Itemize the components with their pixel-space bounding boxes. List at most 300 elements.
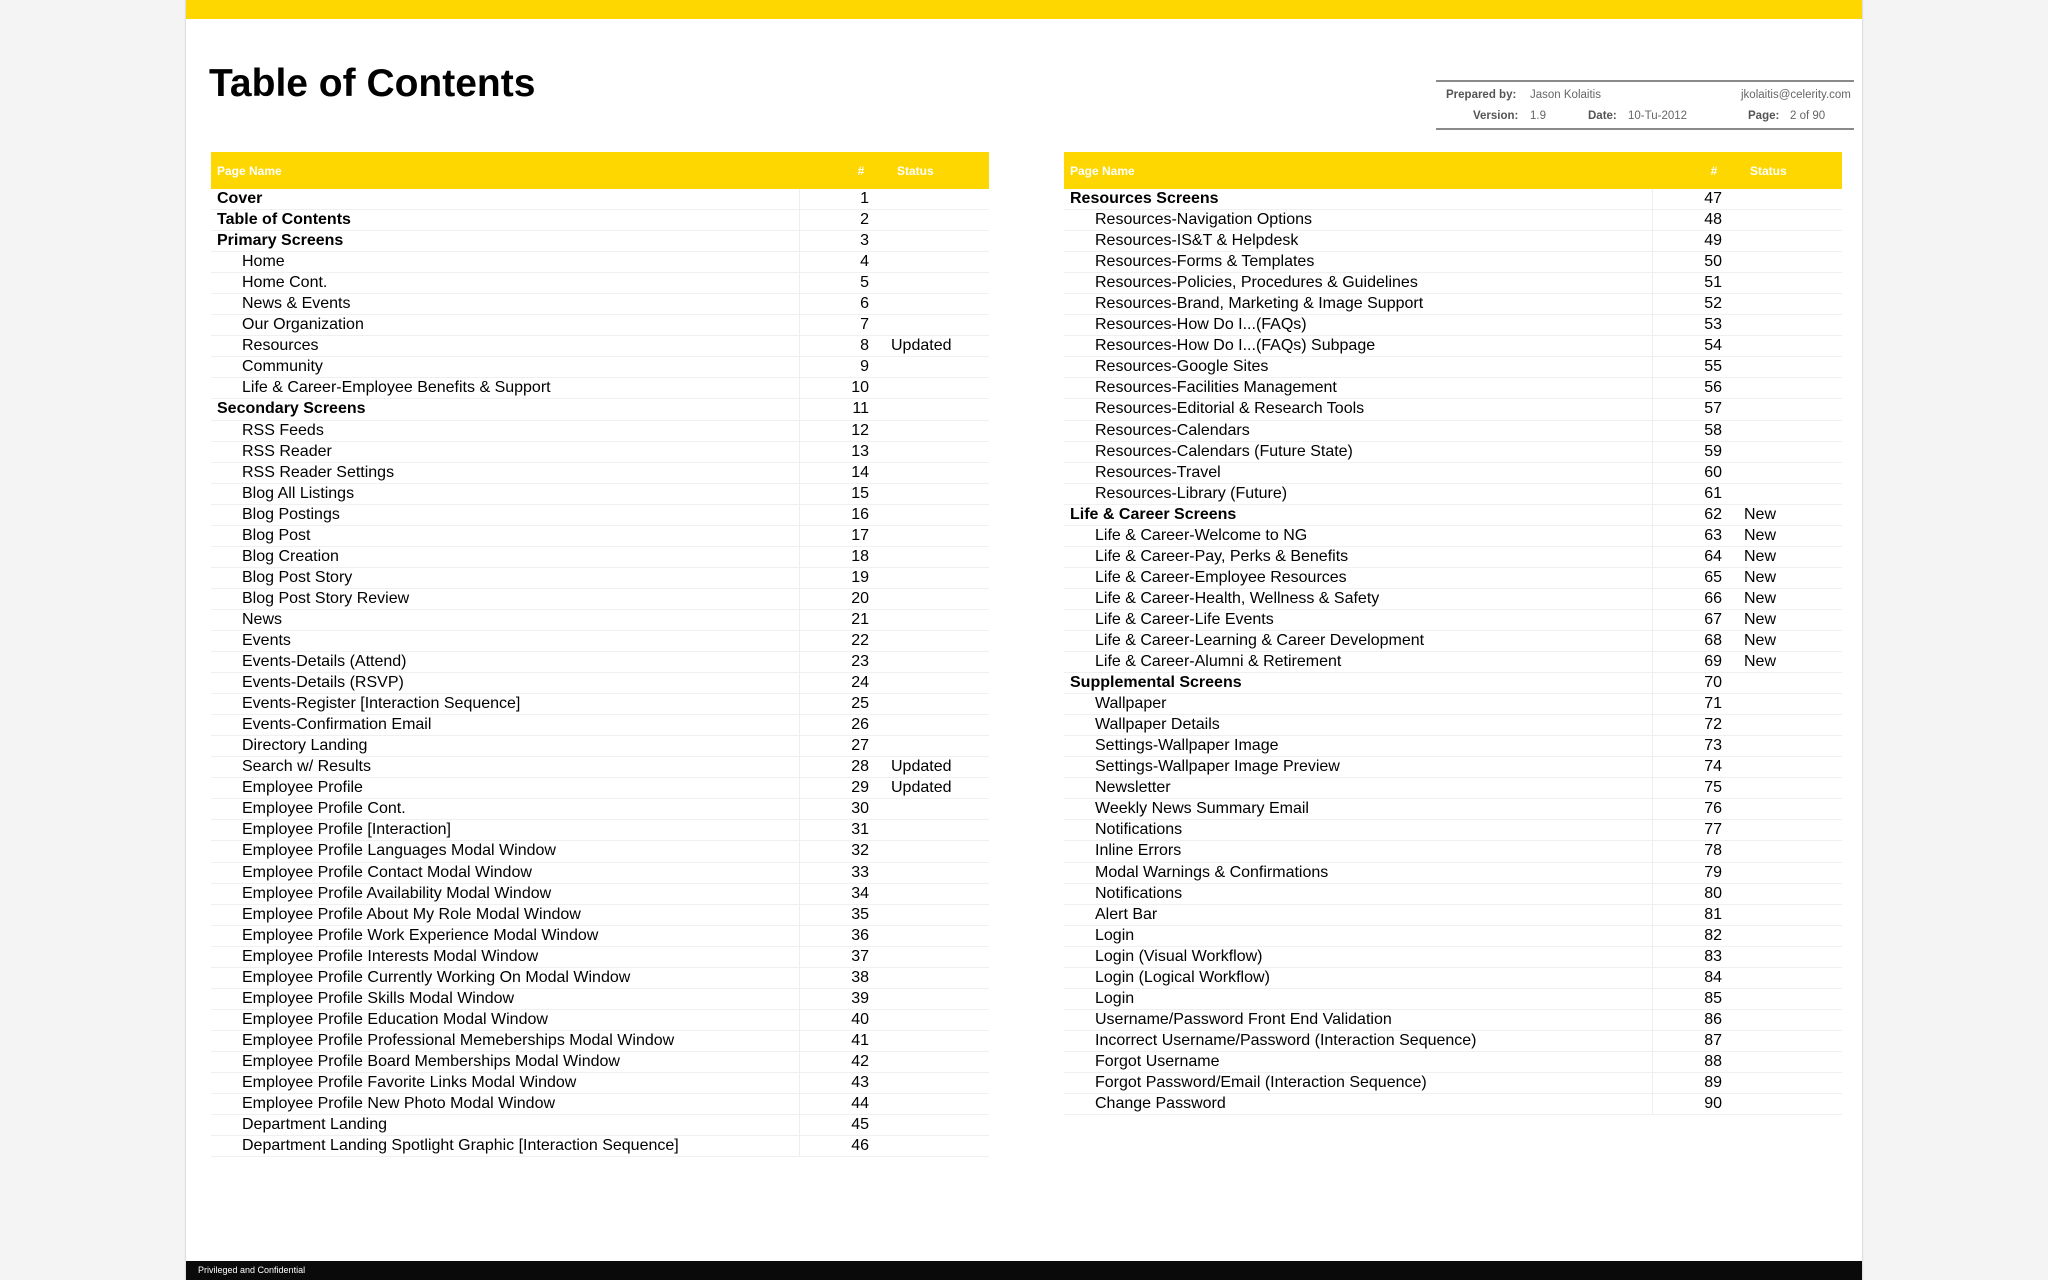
row-page-number: 38	[851, 968, 869, 986]
row-page-name: Employee Profile Availability Modal Window	[242, 884, 552, 902]
row-page-number: 56	[1704, 379, 1722, 397]
row-page-number: 3	[860, 232, 869, 250]
row-page-number: 19	[851, 568, 869, 586]
row-page-name: Blog Post Story	[242, 568, 353, 586]
row-page-number: 90	[1704, 1095, 1722, 1113]
toc-row	[211, 357, 989, 378]
row-page-number: 78	[1704, 842, 1722, 860]
row-page-number: 10	[851, 379, 869, 397]
date-value: 10-Tu-2012	[1628, 110, 1688, 122]
table-header	[211, 152, 989, 189]
row-page-name: RSS Feeds	[242, 421, 324, 439]
toc-row	[1064, 694, 1842, 715]
row-page-name: Blog All Listings	[242, 484, 355, 502]
row-page-name: Employee Profile Work Experience Modal Window	[242, 926, 599, 944]
row-page-name: Login (Logical Workflow)	[1095, 968, 1270, 986]
row-page-number: 11	[852, 400, 869, 418]
row-page-name: News & Events	[242, 295, 351, 313]
row-page-name: Blog Creation	[242, 547, 339, 565]
row-page-name: Life & Career-Learning & Career Development	[1095, 631, 1425, 649]
row-page-number: 76	[1704, 800, 1722, 818]
row-page-number: 34	[851, 884, 869, 902]
document-page	[186, 0, 1862, 1280]
row-page-name: Cover	[217, 190, 263, 207]
row-page-name: RSS Reader Settings	[242, 463, 395, 481]
row-page-number: 66	[1704, 589, 1722, 607]
row-page-name: Employee Profile [Interaction]	[242, 821, 451, 839]
row-page-name: Events-Confirmation Email	[242, 716, 432, 734]
toc-row	[211, 463, 989, 484]
row-page-name: Life & Career-Employee Benefits & Support	[242, 379, 551, 397]
toc-row	[211, 1031, 989, 1052]
row-page-number: 86	[1704, 1010, 1722, 1028]
row-page-number: 72	[1704, 716, 1722, 734]
row-page-name: Resources-Policies, Procedures & Guidelines	[1095, 274, 1418, 292]
row-page-name: Resources-Navigation Options	[1095, 211, 1312, 229]
row-page-number: 63	[1704, 526, 1722, 544]
table-body	[1064, 189, 1842, 1115]
row-page-name: Resources-How Do I...(FAQs)	[1095, 316, 1307, 334]
toc-row	[1064, 526, 1842, 547]
row-page-number: 41	[851, 1031, 869, 1049]
row-page-name: Employee Profile Currently Working On Modal Window	[242, 968, 631, 986]
date-label: Date:	[1588, 110, 1617, 122]
header-number: #	[857, 164, 865, 178]
toc-row	[211, 505, 989, 526]
row-page-number: 57	[1704, 400, 1722, 418]
row-page-number: 23	[851, 653, 869, 671]
toc-row	[211, 378, 989, 399]
toc-row	[211, 1052, 989, 1073]
row-page-number: 6	[860, 295, 869, 313]
toc-row	[1064, 778, 1842, 799]
row-page-number: 28	[851, 758, 869, 776]
row-page-number: 27	[851, 737, 869, 755]
toc-row	[1064, 378, 1842, 399]
row-page-number: 50	[1704, 253, 1722, 271]
toc-row	[1064, 484, 1842, 505]
row-page-number: 70	[1704, 674, 1722, 692]
row-page-number: 64	[1704, 547, 1722, 565]
row-page-number: 25	[851, 695, 869, 713]
table-header	[1064, 152, 1842, 189]
row-page-number: 44	[851, 1095, 869, 1113]
footer-bar	[186, 1261, 1862, 1280]
row-page-name: Settings-Wallpaper Image Preview	[1095, 758, 1340, 776]
top-accent-bar	[186, 0, 1862, 19]
row-page-name: Employee Profile Professional Memeberships Modal Window	[242, 1031, 675, 1049]
row-page-name: Home Cont.	[242, 274, 328, 292]
row-page-name: Resources-How Do I...(FAQs) Subpage	[1095, 337, 1376, 355]
row-page-number: 46	[851, 1137, 869, 1155]
toc-row	[1064, 989, 1842, 1010]
row-page-number: 52	[1704, 295, 1722, 313]
email-value: jkolaitis@celerity.com	[1741, 89, 1851, 101]
toc-row	[1064, 315, 1842, 336]
row-page-number: 68	[1704, 631, 1722, 649]
row-page-number: 48	[1704, 211, 1722, 229]
prepared-by-value: Jason Kolaitis	[1530, 89, 1601, 101]
row-page-name: Employee Profile Cont.	[242, 800, 406, 818]
row-page-number: 4	[860, 253, 869, 271]
row-page-name: Wallpaper Details	[1095, 716, 1220, 734]
toc-row	[1064, 968, 1842, 989]
row-page-number: 85	[1704, 989, 1722, 1007]
row-page-number: 81	[1704, 905, 1722, 923]
toc-row	[1064, 715, 1842, 736]
toc-row	[211, 841, 989, 862]
row-page-name: Resources Screens	[1070, 190, 1219, 207]
row-page-name: Employee Profile	[242, 779, 363, 797]
header-number: #	[1710, 164, 1718, 178]
toc-row	[1064, 799, 1842, 820]
toc-row	[211, 884, 989, 905]
row-page-number: 13	[851, 442, 869, 460]
row-page-number: 29	[851, 779, 869, 797]
row-page-name: Modal Warnings & Confirmations	[1095, 863, 1329, 881]
footer-confidential-text: Privileged and Confidential	[198, 1265, 306, 1275]
row-page-number: 12	[851, 421, 869, 439]
row-page-number: 42	[851, 1052, 869, 1070]
row-page-name: Table of Contents	[217, 211, 351, 229]
row-page-name: Life & Career-Welcome to NG	[1095, 526, 1308, 544]
row-status: New	[1744, 568, 1777, 586]
toc-row	[1064, 841, 1842, 862]
toc-section-row	[211, 189, 989, 210]
toc-row	[1064, 294, 1842, 315]
toc-row	[1064, 652, 1842, 673]
row-page-name: Employee Profile Skills Modal Window	[242, 989, 515, 1007]
row-page-number: 36	[851, 926, 869, 944]
row-page-number: 55	[1704, 358, 1722, 376]
row-page-number: 9	[860, 358, 869, 376]
toc-row	[211, 820, 989, 841]
row-page-number: 67	[1704, 610, 1722, 628]
row-status: New	[1744, 547, 1777, 565]
row-page-number: 74	[1704, 758, 1722, 776]
toc-row	[211, 926, 989, 947]
row-page-name: Blog Post	[242, 526, 311, 544]
row-page-name: Employee Profile Education Modal Window	[242, 1010, 548, 1028]
toc-row	[1064, 357, 1842, 378]
toc-section-row	[211, 399, 989, 420]
row-page-name: Resources-Library (Future)	[1095, 484, 1288, 502]
row-page-name: Login	[1095, 989, 1135, 1007]
row-page-number: 87	[1704, 1031, 1722, 1049]
row-page-name: Resources-Facilities Management	[1095, 379, 1337, 397]
toc-row	[1064, 589, 1842, 610]
toc-row	[1064, 863, 1842, 884]
toc-row	[211, 273, 989, 294]
toc-row	[1064, 336, 1842, 357]
row-page-name: Employee Profile Languages Modal Window	[242, 842, 556, 860]
toc-row	[211, 442, 989, 463]
toc-row	[211, 863, 989, 884]
toc-row	[211, 484, 989, 505]
toc-table-left	[211, 152, 989, 1157]
toc-row	[1064, 820, 1842, 841]
row-page-name: Weekly News Summary Email	[1095, 800, 1309, 818]
toc-row	[1064, 231, 1842, 252]
row-status: New	[1744, 631, 1777, 649]
row-page-name: Primary Screens	[217, 232, 344, 250]
toc-row	[1064, 1010, 1842, 1031]
row-page-number: 84	[1704, 968, 1722, 986]
row-page-number: 7	[860, 316, 869, 334]
toc-row	[1064, 757, 1842, 778]
row-page-name: News	[242, 610, 283, 628]
row-page-name: Resources-Calendars (Future State)	[1095, 442, 1353, 460]
version-label: Version:	[1473, 110, 1519, 122]
row-page-name: Resources-Calendars	[1095, 421, 1250, 439]
row-page-name: Community	[242, 358, 323, 376]
row-page-name: Employee Profile Contact Modal Window	[242, 863, 532, 881]
row-page-name: Department Landing Spotlight Graphic [Interaction Sequence]	[242, 1137, 679, 1155]
row-page-number: 58	[1704, 421, 1722, 439]
row-page-name: Events	[242, 631, 291, 649]
row-page-number: 75	[1704, 779, 1722, 797]
row-page-name: Supplemental Screens	[1070, 674, 1242, 692]
toc-row	[211, 1010, 989, 1031]
row-page-name: Notifications	[1095, 884, 1183, 902]
row-page-name: Username/Password Front End Validation	[1095, 1010, 1392, 1028]
row-page-name: Life & Career Screens	[1070, 505, 1237, 523]
row-page-number: 30	[851, 800, 869, 818]
page-label: Page:	[1748, 110, 1780, 122]
row-page-name: Resources-Travel	[1095, 463, 1221, 481]
row-page-name: Resources-IS&T & Helpdesk	[1095, 232, 1299, 250]
row-page-name: Newsletter	[1095, 779, 1171, 797]
toc-row	[211, 799, 989, 820]
header-page-name: Page Name	[1070, 164, 1135, 178]
row-page-name: Resources-Editorial & Research Tools	[1095, 400, 1365, 418]
row-page-number: 60	[1704, 463, 1722, 481]
row-status: Updated	[891, 758, 952, 776]
toc-row	[1064, 905, 1842, 926]
row-page-name: Life & Career-Employee Resources	[1095, 568, 1347, 586]
row-status: Updated	[891, 779, 952, 797]
row-page-number: 21	[851, 610, 869, 628]
row-page-number: 82	[1704, 926, 1722, 944]
toc-row	[211, 294, 989, 315]
toc-row	[211, 947, 989, 968]
row-page-number: 47	[1704, 190, 1722, 207]
toc-row	[211, 526, 989, 547]
row-page-name: Events-Details (Attend)	[242, 653, 407, 671]
row-page-number: 26	[851, 716, 869, 734]
row-page-name: Employee Profile New Photo Modal Window	[242, 1095, 556, 1113]
version-value: 1.9	[1530, 110, 1546, 122]
toc-row	[211, 989, 989, 1010]
toc-row	[211, 252, 989, 273]
row-page-name: Department Landing	[242, 1116, 387, 1134]
row-page-name: Life & Career-Health, Wellness & Safety	[1095, 589, 1380, 607]
toc-section-row	[1064, 505, 1842, 526]
row-page-number: 33	[851, 863, 869, 881]
toc-row	[211, 968, 989, 989]
row-page-number: 15	[851, 484, 869, 502]
row-page-number: 43	[851, 1073, 869, 1091]
toc-row	[1064, 399, 1842, 420]
row-page-number: 2	[860, 211, 869, 229]
row-page-number: 53	[1704, 316, 1722, 334]
page-value: 2 of 90	[1790, 110, 1826, 122]
toc-row	[1064, 926, 1842, 947]
row-page-name: Events-Details (RSVP)	[242, 674, 404, 692]
toc-row	[211, 715, 989, 736]
row-page-number: 1	[860, 190, 869, 207]
toc-row	[1064, 631, 1842, 652]
toc-row	[1064, 610, 1842, 631]
toc-row	[1064, 273, 1842, 294]
toc-row	[1064, 210, 1842, 231]
row-page-name: Blog Postings	[242, 505, 340, 523]
row-page-number: 54	[1704, 337, 1722, 355]
row-page-name: Employee Profile Interests Modal Window	[242, 947, 539, 965]
row-page-name: Incorrect Username/Password (Interaction Sequence)	[1095, 1031, 1477, 1049]
row-page-number: 51	[1704, 274, 1722, 292]
row-page-name: Home	[242, 253, 285, 271]
toc-row	[211, 736, 989, 757]
row-page-number: 88	[1704, 1052, 1722, 1070]
page-title: Table of Contents	[209, 62, 536, 105]
row-page-number: 22	[851, 631, 869, 649]
row-page-number: 69	[1704, 653, 1722, 671]
toc-row	[211, 652, 989, 673]
row-page-name: Forgot Password/Email (Interaction Sequence)	[1095, 1073, 1427, 1091]
toc-row	[211, 1136, 989, 1157]
row-page-name: Alert Bar	[1095, 905, 1158, 923]
row-page-number: 40	[851, 1010, 869, 1028]
toc-row	[1064, 1094, 1842, 1115]
row-page-name: Employee Profile About My Role Modal Window	[242, 905, 581, 923]
header-page-name: Page Name	[217, 164, 282, 178]
row-page-number: 18	[851, 547, 869, 565]
toc-row	[211, 631, 989, 652]
toc-row	[211, 568, 989, 589]
row-page-number: 80	[1704, 884, 1722, 902]
row-page-number: 35	[851, 905, 869, 923]
row-page-name: Search w/ Results	[242, 758, 371, 776]
toc-row	[211, 421, 989, 442]
row-page-name: Blog Post Story Review	[242, 589, 410, 607]
toc-row	[1064, 884, 1842, 905]
row-page-name: Change Password	[1095, 1095, 1226, 1113]
row-page-name: Notifications	[1095, 821, 1183, 839]
row-page-number: 59	[1704, 442, 1722, 460]
row-page-number: 77	[1704, 821, 1722, 839]
toc-row	[211, 778, 989, 799]
toc-row	[1064, 1031, 1842, 1052]
toc-row	[211, 757, 989, 778]
toc-section-row	[211, 210, 989, 231]
row-page-number: 45	[851, 1116, 869, 1134]
row-page-number: 39	[851, 989, 869, 1007]
table-body	[211, 189, 989, 1157]
row-status: Updated	[891, 337, 952, 355]
row-page-name: Resources-Brand, Marketing & Image Support	[1095, 295, 1424, 313]
toc-row	[1064, 736, 1842, 757]
row-page-name: Resources	[242, 337, 319, 355]
toc-row	[211, 905, 989, 926]
row-status: New	[1744, 610, 1777, 628]
toc-row	[211, 673, 989, 694]
toc-row	[211, 610, 989, 631]
row-page-number: 37	[851, 947, 869, 965]
row-page-name: Forgot Username	[1095, 1052, 1220, 1070]
row-page-number: 17	[851, 526, 869, 544]
header-status: Status	[897, 164, 934, 178]
row-page-number: 16	[851, 505, 869, 523]
toc-row	[211, 1094, 989, 1115]
row-page-name: Employee Profile Board Memberships Modal Window	[242, 1052, 620, 1070]
row-page-number: 20	[851, 589, 869, 607]
row-page-name: Inline Errors	[1095, 842, 1182, 860]
header-status: Status	[1750, 164, 1787, 178]
toc-row	[211, 1073, 989, 1094]
row-page-number: 89	[1704, 1073, 1722, 1091]
toc-row	[1064, 421, 1842, 442]
row-page-name: Life & Career-Pay, Perks & Benefits	[1095, 547, 1349, 565]
row-page-name: Resources-Forms & Templates	[1095, 253, 1315, 271]
document-meta	[1436, 80, 1854, 130]
row-status: New	[1744, 589, 1777, 607]
toc-row	[1064, 947, 1842, 968]
row-page-name: Events-Register [Interaction Sequence]	[242, 695, 521, 713]
row-page-number: 83	[1704, 947, 1722, 965]
prepared-by-label: Prepared by:	[1446, 89, 1517, 101]
row-page-number: 62	[1704, 505, 1722, 523]
toc-row	[211, 694, 989, 715]
toc-section-row	[1064, 189, 1842, 210]
row-status: New	[1744, 653, 1777, 671]
row-page-name: Our Organization	[242, 316, 364, 334]
toc-row	[1064, 1052, 1842, 1073]
toc-table-right	[1064, 152, 1842, 1115]
row-page-number: 65	[1704, 568, 1722, 586]
row-page-name: Secondary Screens	[217, 400, 366, 418]
toc-row	[211, 336, 989, 357]
row-page-number: 31	[851, 821, 869, 839]
row-page-number: 24	[851, 674, 869, 692]
row-page-name: RSS Reader	[242, 442, 332, 460]
toc-row	[1064, 252, 1842, 273]
row-page-name: Life & Career-Life Events	[1095, 610, 1274, 628]
toc-section-row	[211, 231, 989, 252]
row-page-name: Directory Landing	[242, 737, 368, 755]
row-page-number: 71	[1704, 695, 1722, 713]
row-page-name: Employee Profile Favorite Links Modal Window	[242, 1073, 577, 1091]
row-page-number: 49	[1704, 232, 1722, 250]
row-page-number: 5	[860, 274, 869, 292]
row-page-name: Resources-Google Sites	[1095, 358, 1269, 376]
row-page-name: Life & Career-Alumni & Retirement	[1095, 653, 1342, 671]
row-page-name: Settings-Wallpaper Image	[1095, 737, 1279, 755]
toc-row	[1064, 463, 1842, 484]
row-status: New	[1744, 526, 1777, 544]
toc-row	[211, 1115, 989, 1136]
toc-row	[211, 589, 989, 610]
toc-row	[211, 547, 989, 568]
row-page-name: Login (Visual Workflow)	[1095, 947, 1263, 965]
toc-row	[211, 315, 989, 336]
toc-row	[1064, 1073, 1842, 1094]
toc-row	[1064, 442, 1842, 463]
row-page-number: 61	[1704, 484, 1722, 502]
row-page-number: 79	[1704, 863, 1722, 881]
toc-row	[1064, 568, 1842, 589]
toc-row	[1064, 547, 1842, 568]
